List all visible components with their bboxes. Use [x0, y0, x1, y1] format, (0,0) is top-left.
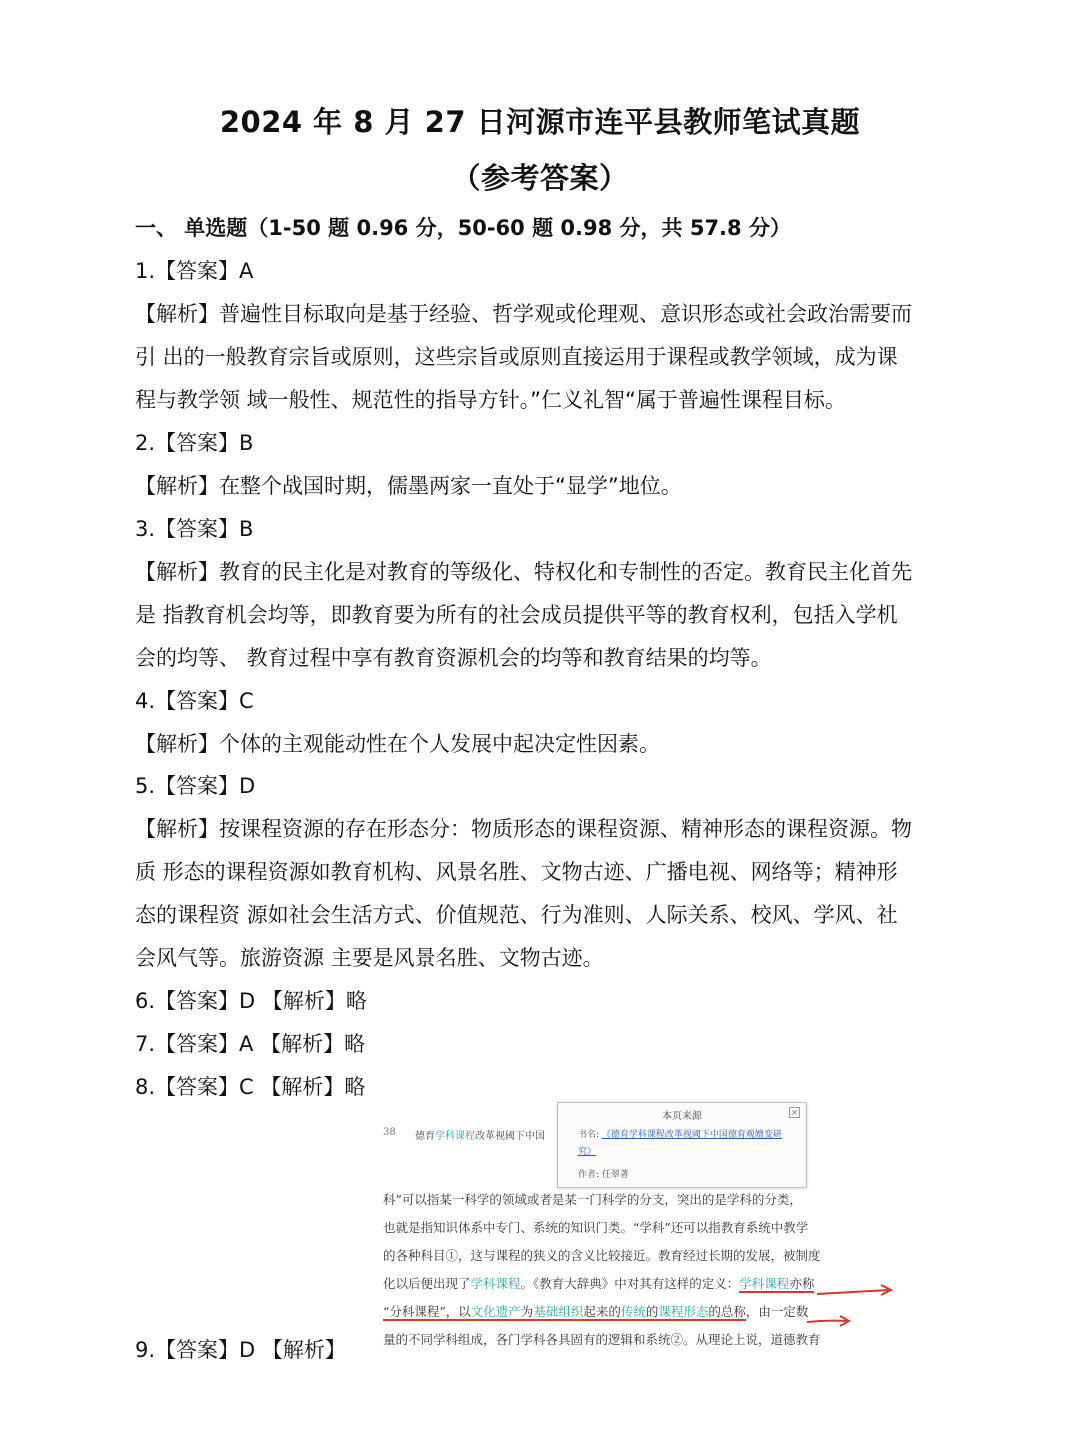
- excerpt-line-4-d: 亦称: [789, 1276, 815, 1291]
- excerpt-line-5-d: 的: [645, 1304, 659, 1319]
- excerpt-line-5-a: “分科课程”，以: [383, 1304, 471, 1319]
- excerpt-header-highlight: 学科课程: [435, 1131, 475, 1142]
- explanation-5-line-1: 【解析】按课程资源的存在形态分：物质形态的课程资源、精神形态的课程资源。物: [135, 817, 912, 841]
- excerpt-line-5-hl4: 课程形态: [658, 1304, 709, 1319]
- excerpt-header-pre: 德育: [415, 1131, 435, 1142]
- explanation-3-line-1: 【解析】教育的民主化是对教育的等级化、特权化和专制性的否定。教育民主化首先: [135, 560, 912, 584]
- excerpt-line-5-e: 的总称: [708, 1304, 746, 1319]
- excerpt-line-5-f: ，由一定数: [745, 1304, 809, 1319]
- excerpt-line-1: 科”可以指某一科学的领域或者是某一门科学的分支，突出的是学科的分类，: [383, 1192, 802, 1207]
- popup-book: [578, 1127, 793, 1161]
- answer-4: 4.【答案】C: [135, 689, 254, 713]
- explanation-3-line-3: 会的均等、 教育过程中享有教育资源机会的均等和教育结果的均等。: [135, 646, 772, 670]
- red-arrow-icon: [815, 1282, 895, 1302]
- close-icon[interactable]: ×: [789, 1107, 800, 1118]
- popup-title: 本页来源: [662, 1111, 702, 1122]
- excerpt-line-5-b: 为: [520, 1304, 534, 1319]
- popup-author: 作者: 任翠著: [578, 1170, 629, 1180]
- answer-1: 1.【答案】A: [135, 259, 254, 283]
- answer-8: 8.【答案】C 【解析】略: [135, 1075, 366, 1099]
- excerpt-line-5-hl3: 传统: [620, 1304, 646, 1319]
- excerpt-line-3: 的各种科目①，这与课程的狭义的含义比较接近。教育经过长期的发展，被制度: [383, 1248, 821, 1263]
- answer-6: 6.【答案】D 【解析】略: [135, 989, 367, 1013]
- excerpt-line-5-hl2: 基础组织: [533, 1304, 584, 1319]
- explanation-5-line-4: 会风气等。旅游资源 主要是风景名胜、文物古迹。: [135, 946, 604, 970]
- popup-book-label: 书名:: [578, 1130, 600, 1140]
- excerpt-line-4-a: 化以后便出现了: [383, 1276, 471, 1291]
- excerpt-line-4: [383, 1274, 814, 1292]
- excerpt-line-5-hl1: 文化遗产: [470, 1304, 521, 1319]
- explanation-2-line-1: 【解析】在整个战国时期，儒墨两家一直处于“显学”地位。: [135, 474, 682, 498]
- book-excerpt-image: [375, 1102, 900, 1352]
- answer-2: 2.【答案】B: [135, 431, 254, 455]
- explanation-5-line-3: 态的课程资 源如社会生活方式、价值规范、行为准则、人际关系、校风、学风、社: [135, 903, 898, 927]
- excerpt-running-header: [415, 1127, 545, 1142]
- page-title: 2024 年 8 月 27 日河源市连平县教师笔试真题: [219, 105, 861, 139]
- answer-7: 7.【答案】A 【解析】略: [135, 1032, 366, 1056]
- explanation-1-line-2: 引 出的一般教育宗旨或原则，这些宗旨或原则直接运用于课程或教学领域，成为课: [135, 345, 898, 369]
- section-heading: 一、 单选题（1-50 题 0.96 分，50-60 题 0.98 分，共 57.8 分）: [135, 216, 791, 240]
- red-arrow-icon-2: [805, 1312, 855, 1332]
- excerpt-line-4-c: 学科课程: [739, 1276, 790, 1291]
- explanation-3-line-2: 是 指教育机会均等，即教育要为所有的社会成员提供平等的教育权利，包括入学机: [135, 603, 898, 627]
- excerpt-line-4-b: 。《教育大辞典》中对其有这样的定义：: [520, 1276, 740, 1291]
- excerpt-header-post: 改革视阈下中国: [475, 1131, 545, 1142]
- answer-5: 5.【答案】D: [135, 774, 256, 798]
- explanation-5-line-2: 质 形态的课程资源如教育机构、风景名胜、文物古迹、广播电视、网络等；精神形: [135, 860, 898, 884]
- page-subtitle: （参考答案）: [451, 161, 629, 195]
- excerpt-line-5-c: 起来的: [583, 1304, 621, 1319]
- excerpt-line-6: 量的不同学科组成，各门学科各具固有的逻辑和系统②。从理论上说，道德教育: [383, 1332, 821, 1347]
- excerpt-page-number: 38: [383, 1127, 396, 1138]
- popup-book-link[interactable]: 《德育学科课程改革视阈下中国德育观嬗变研究》: [578, 1130, 782, 1157]
- explanation-4-line-1: 【解析】个体的主观能动性在个人发展中起决定性因素。: [135, 732, 660, 756]
- excerpt-line-5: [383, 1302, 808, 1320]
- explanation-1-line-1: 【解析】普遍性目标取向是基于经验、哲学观或伦理观、意识形态或社会政治需要而: [135, 302, 912, 326]
- source-popup: [557, 1102, 807, 1188]
- excerpt-line-2: 也就是指知识体系中专门、系统的知识门类。“学科”还可以指教育系统中教学: [383, 1220, 809, 1235]
- answer-9: 9.【答案】D 【解析】: [135, 1338, 346, 1362]
- answer-3: 3.【答案】B: [135, 517, 254, 541]
- explanation-1-line-3: 程与教学领 域一般性、规范性的指导方针。”仁义礼智“属于普遍性课程目标。: [135, 388, 846, 412]
- excerpt-line-4-hl: 学科课程: [470, 1276, 521, 1291]
